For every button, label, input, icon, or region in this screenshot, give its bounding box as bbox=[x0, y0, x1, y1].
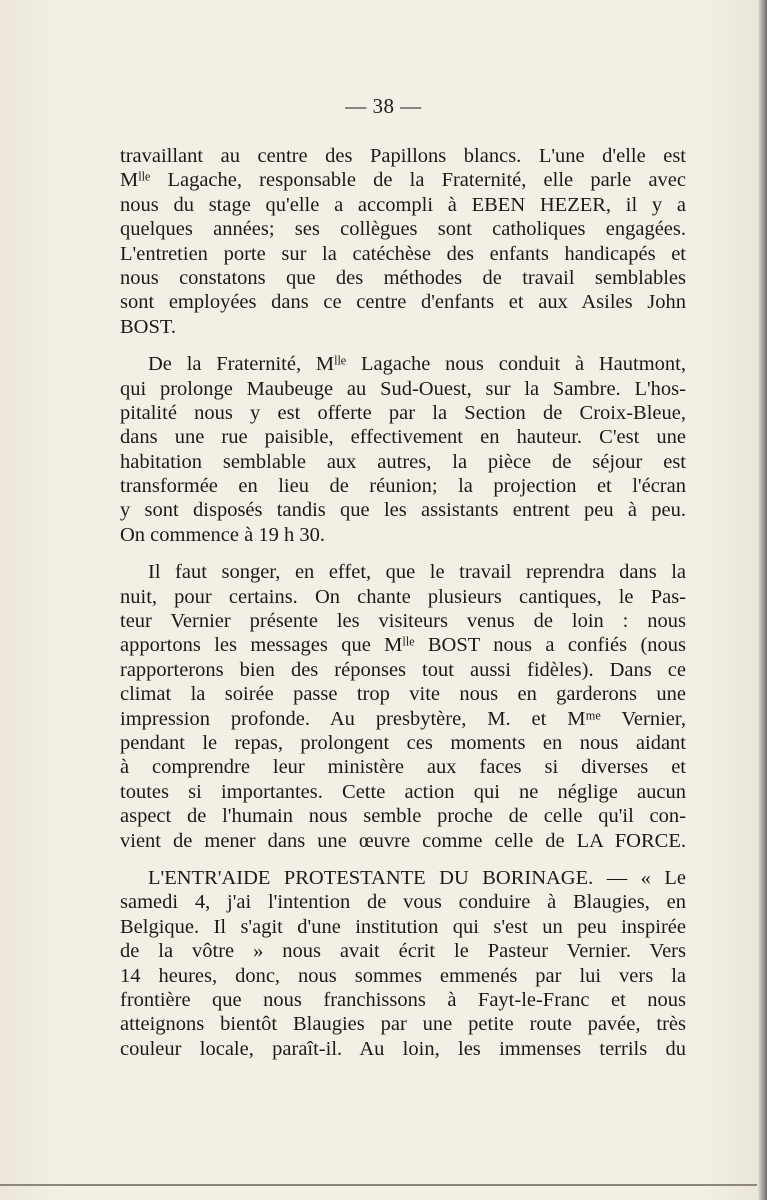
text-line: L'entretien porte sur la catéchèse des enfants handicapés et bbox=[120, 242, 686, 265]
page-bottom-edge bbox=[0, 1184, 767, 1186]
text-line: Mˡˡᵉ Lagache, responsable de la Fraternité, elle parle avec bbox=[120, 169, 686, 192]
text-line: atteignons bientôt Blaugies par une petite route pavée, très bbox=[120, 1013, 686, 1036]
text-line: y sont disposés tandis que les assistants entrent peu à peu. bbox=[120, 499, 686, 522]
text-line: BOST. bbox=[120, 315, 177, 338]
page-number: — 38 — bbox=[345, 94, 422, 118]
text-line: sont employées dans ce centre d'enfants et aux Asiles John bbox=[120, 291, 686, 314]
text-line: apportons les messages que Mˡˡᵉ BOST nous a confiés (nous bbox=[120, 634, 686, 657]
paragraph-2 bbox=[120, 352, 686, 547]
text-line: aspect de l'humain nous semble proche de celle qu'il con- bbox=[120, 805, 686, 828]
section-heading-line: L'ENTR'AIDE PROTESTANTE DU BORINAGE. — « Le bbox=[148, 866, 686, 889]
body-text bbox=[120, 144, 686, 1074]
text-line: dans une rue paisible, effectivement en hauteur. C'est une bbox=[120, 426, 686, 449]
paragraph-4 bbox=[120, 866, 686, 1061]
text-line: nous du stage qu'elle a accompli à EBEN HEZER, il y a bbox=[120, 193, 686, 216]
text-line: teur Vernier présente les visiteurs venus de loin : nous bbox=[120, 610, 686, 633]
text-line: pitalité nous y est offerte par la Section de Croix-Bleue, bbox=[120, 401, 686, 424]
text-line: climat la soirée passe trop vite nous en garderons une bbox=[120, 683, 686, 706]
text-line: rapporterons bien des réponses tout aussi fidèles). Dans ce bbox=[120, 658, 686, 681]
text-line: à comprendre leur ministère aux faces si diverses et bbox=[120, 756, 686, 779]
text-line: samedi 4, j'ai l'intention de vous conduire à Blaugies, en bbox=[120, 891, 686, 914]
text-line: nous constatons que des méthodes de travail semblables bbox=[120, 266, 686, 289]
text-line: pendant le repas, prolongent ces moments en nous aidant bbox=[120, 731, 686, 754]
page-right-edge bbox=[757, 0, 767, 1200]
text-line: 14 heures, donc, nous sommes emmenés par lui vers la bbox=[120, 964, 686, 987]
text-line: nuit, pour certains. On chante plusieurs cantiques, le Pas- bbox=[120, 585, 686, 608]
text-line: frontière que nous franchissons à Fayt-le-Franc et nous bbox=[120, 988, 686, 1011]
text-line: impression profonde. Au presbytère, M. et Mᵐᵉ Vernier, bbox=[120, 707, 686, 730]
paragraph-3 bbox=[120, 560, 686, 853]
text-line: habitation semblable aux autres, la pièce de séjour est bbox=[120, 450, 686, 473]
text-line: Il faut songer, en effet, que le travail reprendra dans la bbox=[148, 561, 686, 584]
text-line: qui prolonge Maubeuge au Sud-Ouest, sur la Sambre. L'hos- bbox=[120, 377, 686, 400]
text-line: toutes si importantes. Cette action qui ne néglige aucun bbox=[120, 780, 686, 803]
text-line: de la vôtre » nous avait écrit le Pasteur Vernier. Vers bbox=[120, 940, 686, 963]
text-line: vient de mener dans une œuvre comme celle de LA FORCE. bbox=[120, 829, 686, 852]
text-line: couleur locale, paraît-il. Au loin, les immenses terrils du bbox=[120, 1037, 686, 1060]
text-line: De la Fraternité, Mˡˡᵉ Lagache nous conduit à Hautmont, bbox=[148, 353, 686, 376]
paragraph-1 bbox=[120, 144, 686, 339]
text-line: Belgique. Il s'agit d'une institution qui s'est un peu inspirée bbox=[120, 915, 686, 938]
text-line: quelques années; ses collègues sont catholiques engagées. bbox=[120, 218, 686, 241]
text-line: transformée en lieu de réunion; la projection et l'écran bbox=[120, 475, 686, 498]
text-line: On commence à 19 h 30. bbox=[120, 523, 325, 546]
text-line: travaillant au centre des Papillons blancs. L'une d'elle est bbox=[120, 145, 686, 167]
